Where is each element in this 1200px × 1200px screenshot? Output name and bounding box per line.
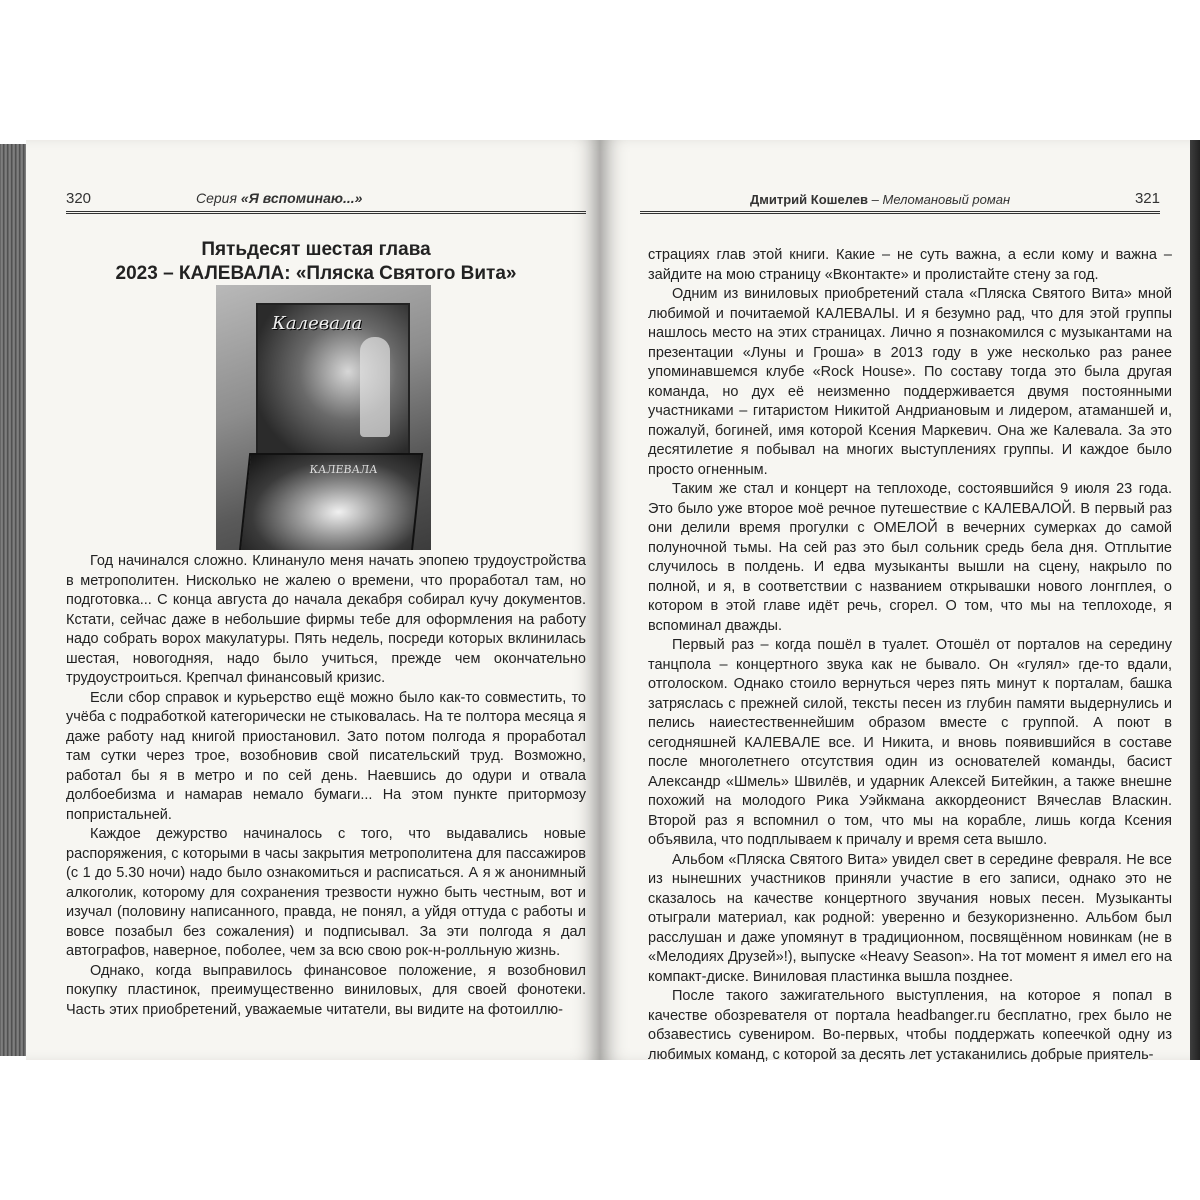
series-title bbox=[196, 190, 362, 206]
left-running-head bbox=[66, 188, 586, 214]
paragraph: Год начинался сложно. Клинануло меня начать эпопею трудоустройства в метрополитен. Нисколько не жалею о времени, что проработал там, но подготовка... С конца августа до начала декабря собирал кучу документов. Кстати, сейчас даже в небольшие фирмы тебе для оформления на работу надо собрать ворох макулатуры. Пять недель, посреди которых вклинилась шестая, новогодняя, надо было учиться, прежде чем окончательно трудоустроиться. Крепчал финансовый кризис. bbox=[66, 553, 586, 686]
vinyl-logo: КАЛЕВАЛА bbox=[308, 463, 379, 476]
author-name: Дмитрий Кошелев bbox=[750, 192, 869, 207]
author-dash: – bbox=[868, 192, 883, 207]
album-photo bbox=[216, 285, 431, 550]
series-prefix: Серия bbox=[196, 190, 241, 206]
paragraph: страциях глав этой книги. Какие – не суть важна, а если кому и важна – зайдите на мою страницу «Вконтакте» и пролистайте стену за год. bbox=[648, 247, 1172, 283]
right-page-number: 321 bbox=[1134, 190, 1160, 207]
page-stack-edge-left bbox=[0, 144, 28, 1056]
left-page bbox=[26, 140, 600, 1060]
book-title: Меломановый роман bbox=[882, 192, 1011, 207]
open-book bbox=[0, 140, 1200, 1063]
chapter-name: 2023 – КАЛЕВАЛА: «Пляска Святого Вита» bbox=[115, 263, 517, 284]
poster-figure bbox=[360, 337, 390, 437]
album-poster bbox=[256, 303, 410, 455]
chapter-title bbox=[66, 238, 566, 286]
paragraph: Одним из виниловых приобретений стала «Пляска Святого Вита» мной любимой и почитаемой КАЛЕВАЛЫ. И я безумно рад, что для этой группы нашлось место на этих страницах. Лично я познакомился с музыкантами на презентации «Луны и Гроша» в 2013 году в уже несколько раз ранее упоминавшемся клубе «Rock House». По составу тогда это была другая команда, но дух её неизменно поддерживается двумя постоянными участниками – гитаристом Никитой Андриановым и лидером, атаманшей и, пожалуй, богиней, имя которой Ксения Маркевич. Она же Калевала. За это десятилетие я побывал на многих выступлениях группы. И каждое было просто огненным. bbox=[648, 286, 1172, 478]
running-head-rule bbox=[66, 211, 586, 214]
right-body-text bbox=[648, 246, 1172, 1065]
paragraph: Если сбор справок и курьерство ещё можно было как-то совместить, то учёба с подработкой категорически не стыковалась. На те полтора месяца я даже работу над книгой приостановил. Зато потом полгода я проработал там сутки через трое, возобновив свой писательский труд. Возможно, работал бы я в метро и по сей день. Наевшись до одури и отвала долбоебизма и намарав немало бумаги... На этом пункте притормозу попристальней. bbox=[66, 689, 586, 823]
paragraph: Альбом «Пляска Святого Вита» увидел свет в середине февраля. Не все из нынешних участников приняли участие в его записи, однако это не сказалось на качестве концертного звучания новых песен. Музыканты отыграли материал, как родной: уверенно и безукоризненно. Альбом был расслушан и даже упомянут в традиционном, посвящённом новинкам (не в «Мелодиях Друзей»!), выпуске «Heavy Season». На тот момент я имел его на компакт-диске. Виниловая пластинка вышла позднее. bbox=[648, 851, 1172, 985]
paragraph: После такого зажигательного выступления, на которое я попал в качестве обозревателя от портала headbanger.ru бесплатно, грех было не обзавестись сувениром. Во-первых, чтобы поддержать копеечкой одну из любимых команд, с которой за десять лет устаканились добрые приятель- bbox=[648, 988, 1172, 1063]
paragraph: Таким же стал и концерт на теплоходе, состоявшийся 9 июля 23 года. Это было уже второе моё речное путешествие с КАЛЕВАЛОЙ. В первый раз они делили время прогулки с ОМЕЛОЙ в вечерних сумерках до самой полуночной тьмы. На сей раз это был сольник средь бела дня. Отплытие случилось в полдень. И едва музыканты вышли на сцену, накрыло по полной, и я, в соответствии с названием открывашки нового лонгплея, о котором в этой главе идёт речь, сгорел. О том, что мы на теплоходе, я вспоминал дважды. bbox=[648, 481, 1172, 634]
running-head-rule bbox=[640, 211, 1160, 214]
series-name: «Я вспоминаю...» bbox=[240, 190, 363, 206]
right-running-head bbox=[640, 188, 1160, 214]
author-line bbox=[750, 192, 1010, 207]
vinyl-record-cover bbox=[239, 453, 423, 550]
chapter-number: Пятьдесят шестая глава bbox=[201, 239, 431, 260]
paragraph: Первый раз – когда пошёл в туалет. Отошёл от порталов на середину танцпола – концертного звука как не бывало. Он «гулял» где-то вдали, отголоском. Однако стоило вернуться через пять минут к порталам, башка затряслась с прежней силой, тексты песен из глубин памяти выдернулись и пелись наиестественнейшим образом вместе с группой. А поют в сегодняшней КАЛЕВАЛЕ все. И Никита, и вновь появившийся в составе после многолетнего отсутствия один из основателей команды, басист Александр «Шмель» Швилёв, и ударник Алексей Битейкин, а также внешне похожий на молодого Рика Уэйкмана аккордеонист Вячеслав Власкин. Второй раз я вспомнил о том, что мы на корабле, лишь когда Ксения объявила, что подплываем к причалу и время сета вышло. bbox=[648, 637, 1172, 848]
left-body-text bbox=[66, 552, 586, 1020]
left-page-number: 320 bbox=[66, 190, 92, 207]
paragraph: Каждое дежурство начиналось с того, что выдавались новые распоряжения, с которыми в часы закрытия метрополитена для пассажиров (с 1 до 5.30 ночи) надо было ознакомиться и расписаться. А я ж анонимный алкоголик, которому для сохранения трезвости нужно быть честным, вот и изучал (половину написанного, правда, не понял, а уйдя оттуда с работы и вовсе позабыл без сожаления) и подписывал. За эти полгода я дал автографов, наверное, поболее, чем за всю свою рок-н-ролльную жизнь. bbox=[66, 826, 586, 959]
poster-logo: Калевала bbox=[272, 313, 363, 334]
right-page bbox=[600, 140, 1190, 1063]
paragraph: Однако, когда выправилось финансовое положение, я возобновил покупку пластинок, преимущественно виниловых, для своей фонотеки. Часть этих приобретений, уважаемые читатели, вы видите на фотоиллю- bbox=[66, 962, 586, 1018]
